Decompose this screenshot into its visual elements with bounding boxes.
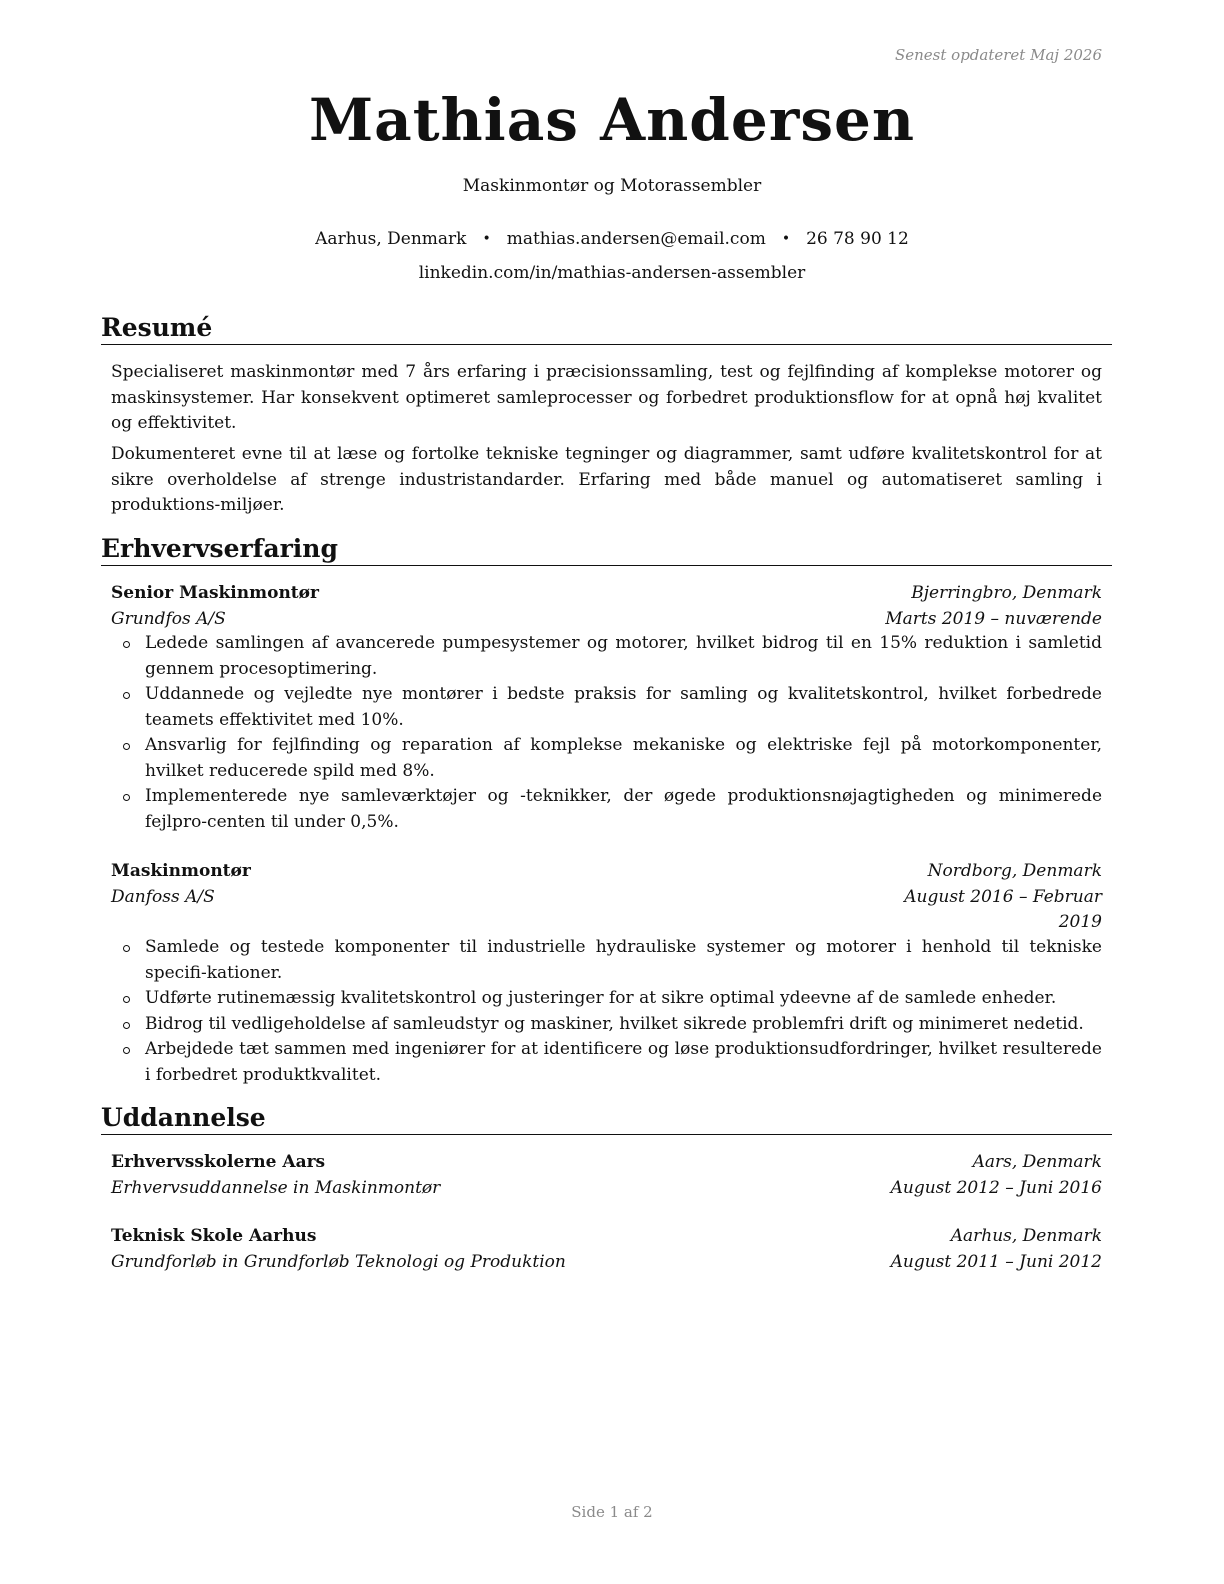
job-dates-continued: 2019 [1058, 912, 1102, 932]
candidate-role: Maskinmontør og Motorassembler [462, 176, 762, 196]
circle-bullet-icon [123, 641, 130, 648]
job-company: Grundfos A/S [111, 609, 226, 629]
education-degree: Grundforløb in Grundforløb Teknologi og Produktion [111, 1252, 566, 1272]
list-item: Arbejdede tæt sammen med ingeniører for at identificere og løse produktionsudfordringer, hvilket resulterede i forbedret produktkvalitet. [111, 1037, 1102, 1088]
section-title-education: Uddannelse [101, 1103, 1112, 1135]
circle-bullet-icon [123, 692, 130, 699]
last-updated: Senest opdateret Maj 2026 [894, 46, 1102, 64]
circle-bullet-icon [123, 794, 130, 801]
contact-email[interactable]: mathias.andersen@email.com [506, 229, 766, 249]
education-header [111, 1223, 1102, 1249]
circle-bullet-icon [123, 945, 130, 952]
circle-bullet-icon [123, 743, 130, 750]
list-item: Bidrog til vedligeholdelse af samleudstyr og maskiner, hvilket sikrede problemfri drift og minimeret nedetid. [111, 1012, 1102, 1038]
contact-location: Aarhus, Denmark [315, 229, 467, 249]
list-item: Implementerede nye samleværktøjer og -teknikker, der øgede produktionsnøjagtigheden og minimerede fejlpro-centen til under 0,5%. [111, 784, 1102, 835]
job-header [111, 858, 1102, 884]
job-dates-continued-row [111, 909, 1102, 935]
education-location: Aarhus, Denmark [950, 1226, 1102, 1246]
education-degree: Erhvervsuddannelse in Maskinmontør [111, 1178, 441, 1198]
education-dates: August 2011 – Juni 2012 [890, 1252, 1102, 1272]
education-subheader [111, 1249, 1102, 1275]
candidate-name: Mathias Andersen [308, 86, 916, 154]
job-subheader [111, 884, 1102, 910]
job-bullets [111, 935, 1102, 1088]
job-position: Senior Maskinmontør [111, 583, 319, 603]
resume-paragraph: Dokumenteret evne til at læse og fortolke tekniske tegninger og diagrammer, samt udføre kvalitetskontrol for at sikre overholdelse af strenge industristandarder. Erfaring med både manuel og automatiseret samling i produktions-miljøer. [111, 444, 1102, 515]
section-title-experience: Erhvervserfaring [101, 534, 1112, 566]
education-header [111, 1149, 1102, 1175]
job-dates: Marts 2019 – nuværende [885, 609, 1102, 629]
education-dates: August 2012 – Juni 2016 [890, 1178, 1102, 1198]
list-item: Ansvarlig for fejlfinding og reparation af komplekse mekaniske og elektriske fejl på motorkomponenter, hvilket reducerede spild med 8%. [111, 733, 1102, 784]
job-location: Bjerringbro, Denmark [911, 583, 1102, 603]
job-location: Nordborg, Denmark [927, 861, 1102, 881]
job-company: Danfoss A/S [111, 887, 215, 907]
contact-linkedin[interactable]: linkedin.com/in/mathias-andersen-assembler [418, 263, 806, 283]
education-school: Teknisk Skole Aarhus [111, 1226, 317, 1246]
list-item: Ledede samlingen af avancerede pumpesystemer og motorer, hvilket bidrog til en 15% reduktion i samletid gennem procesoptimering. [111, 631, 1102, 682]
contact-line [0, 229, 1224, 249]
list-item: Udførte rutinemæssig kvalitetskontrol og justeringer for at sikre optimal ydeevne af de samlede enheder. [111, 986, 1102, 1012]
list-item: Uddannede og vejledte nye montører i bedste praksis for samling og kvalitetskontrol, hvilket forbedrede teamets effektivitet med 10%. [111, 682, 1102, 733]
resume-paragraph: Specialiseret maskinmontør med 7 års erfaring i præcisionssamling, test og fejlfinding af komplekse motorer og maskinsystemer. Har konsekvent optimeret samleprocesser og forbedret produktionsflow for at opnå høj kvalitet og effektivitet. [111, 362, 1102, 433]
bullet-separator-icon: • [781, 231, 791, 247]
job-dates: August 2016 – Februar [904, 887, 1102, 907]
education-subheader [111, 1175, 1102, 1201]
bullet-separator-icon: • [482, 231, 491, 247]
circle-bullet-icon [123, 1047, 130, 1054]
page-number: Side 1 af 2 [571, 1503, 653, 1521]
job-header [111, 580, 1102, 606]
job-subheader [111, 606, 1102, 632]
circle-bullet-icon [123, 1022, 130, 1029]
circle-bullet-icon [123, 996, 130, 1003]
section-title-resume: Resumé [101, 313, 1112, 345]
education-location: Aars, Denmark [972, 1152, 1102, 1172]
job-bullets [111, 631, 1102, 835]
list-item: Samlede og testede komponenter til industrielle hydrauliske systemer og motorer i henhold til tekniske specifi-kationer. [111, 935, 1102, 986]
job-position: Maskinmontør [111, 861, 251, 881]
contact-phone: 26 78 90 12 [806, 229, 909, 249]
education-school: Erhvervsskolerne Aars [111, 1152, 326, 1172]
